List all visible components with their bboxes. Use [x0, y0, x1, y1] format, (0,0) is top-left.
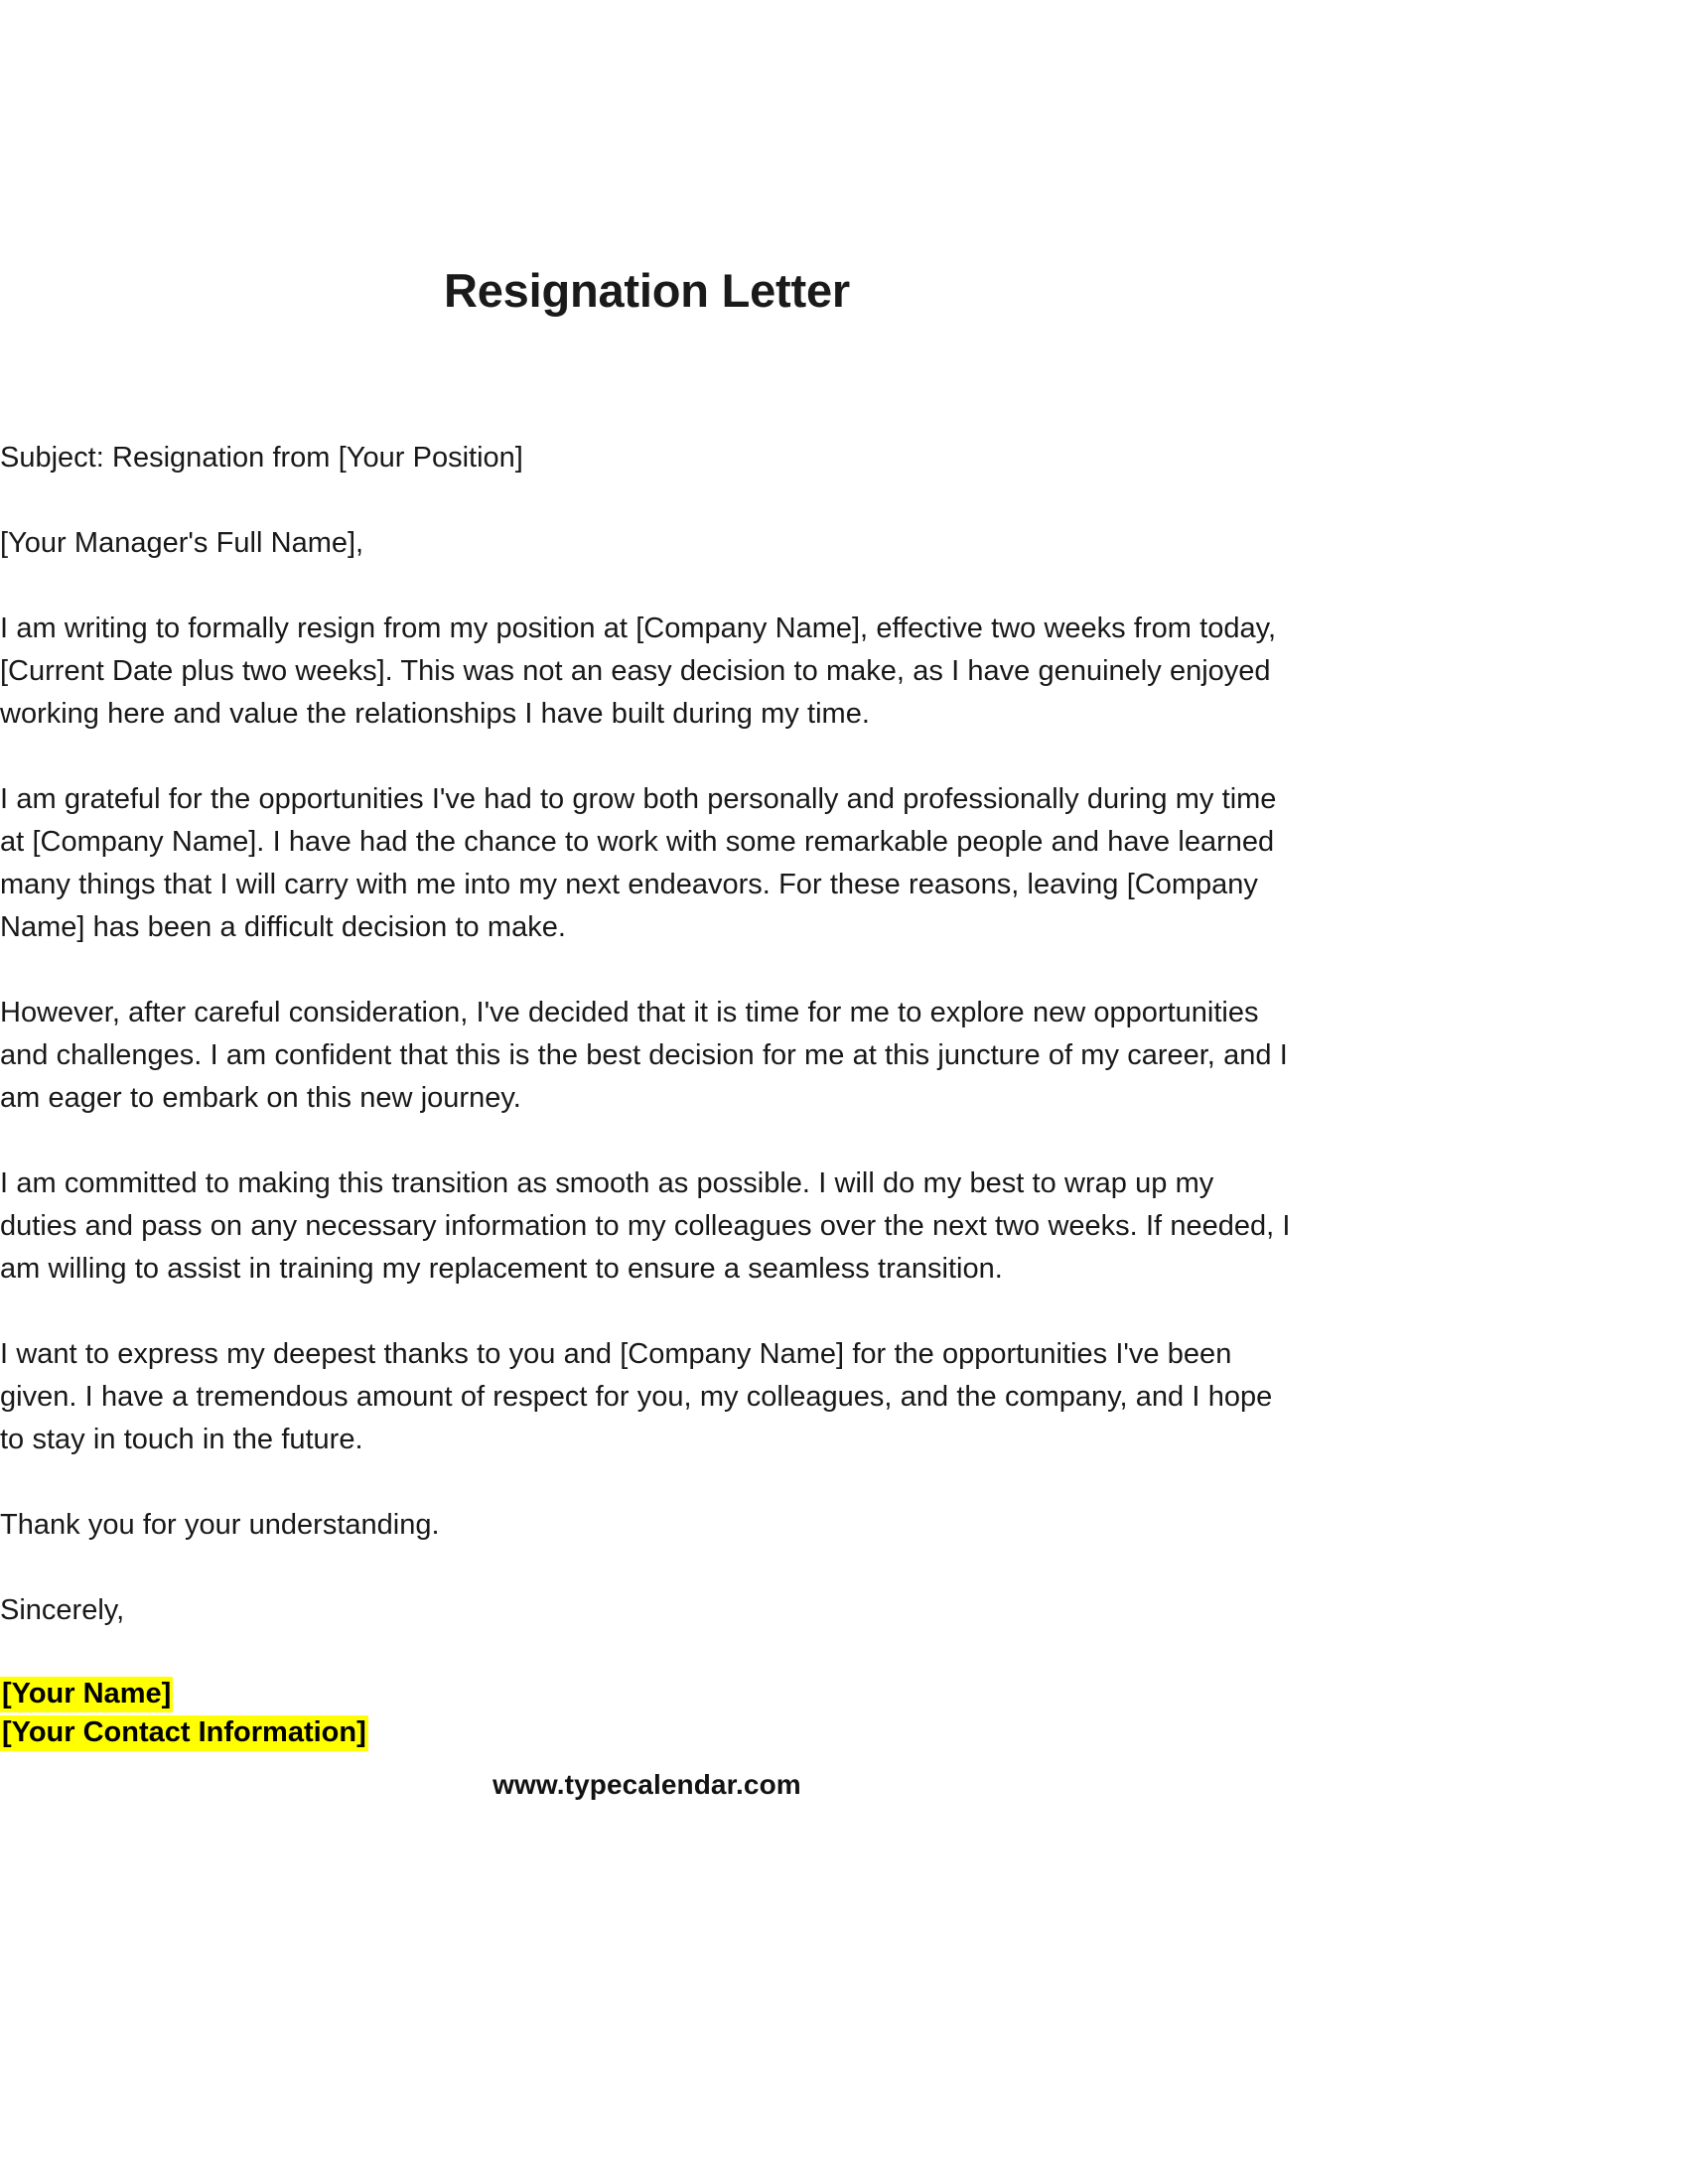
- body-paragraph-2: I am grateful for the opportunities I've had to grow both personally and professionally during my time at [Company Name]. I have had the chance to work with some remarkable people and have learned many things that I will carry with me into my next endeavors. For these reasons, leaving [Company Name] has been a difficult decision to make.: [0, 783, 1277, 943]
- thanks-line: Thank you for your understanding.: [0, 1509, 440, 1541]
- body-paragraph-3: However, after careful consideration, I've decided that it is time for me to explore new opportunities and challenges. I am confident that this is the best decision for me at this juncture of my career, and I am eager to embark on this new journey.: [0, 997, 1288, 1114]
- signature-block: [0, 1675, 1294, 1752]
- body-paragraph-4: I am committed to making this transition as smooth as possible. I will do my best to wrap up my duties and pass on any necessary information to my colleagues over the next two weeks. If needed, I am willing to assist in training my replacement to ensure a seamless transition.: [0, 1167, 1291, 1285]
- signature-contact-highlight: [Your Contact Information]: [0, 1715, 368, 1751]
- signature-contact-line: [0, 1713, 1294, 1752]
- body-paragraph-1: I am writing to formally resign from my position at [Company Name], effective two weeks from today, [Current Date plus two weeks]. This was not an easy decision to make, as I have genuinely enjoyed working here and value the relationships I have built during my time.: [0, 613, 1277, 730]
- signature-name-line: [0, 1675, 1294, 1713]
- footer-website: www.typecalendar.com: [492, 1769, 801, 1800]
- subject-line: Subject: Resignation from [Your Position]: [0, 442, 523, 474]
- letter-body: [0, 437, 1294, 1752]
- salutation: [Your Manager's Full Name],: [0, 527, 364, 559]
- signature-name-highlight: [Your Name]: [0, 1677, 173, 1712]
- body-paragraph-5: I want to express my deepest thanks to you and [Company Name] for the opportunities I've been given. I have a tremendous amount of respect for you, my colleagues, and the company, and I hope to stay in touch in the future.: [0, 1338, 1273, 1455]
- closing-line: Sincerely,: [0, 1594, 125, 1626]
- page-title: Resignation Letter: [443, 264, 850, 317]
